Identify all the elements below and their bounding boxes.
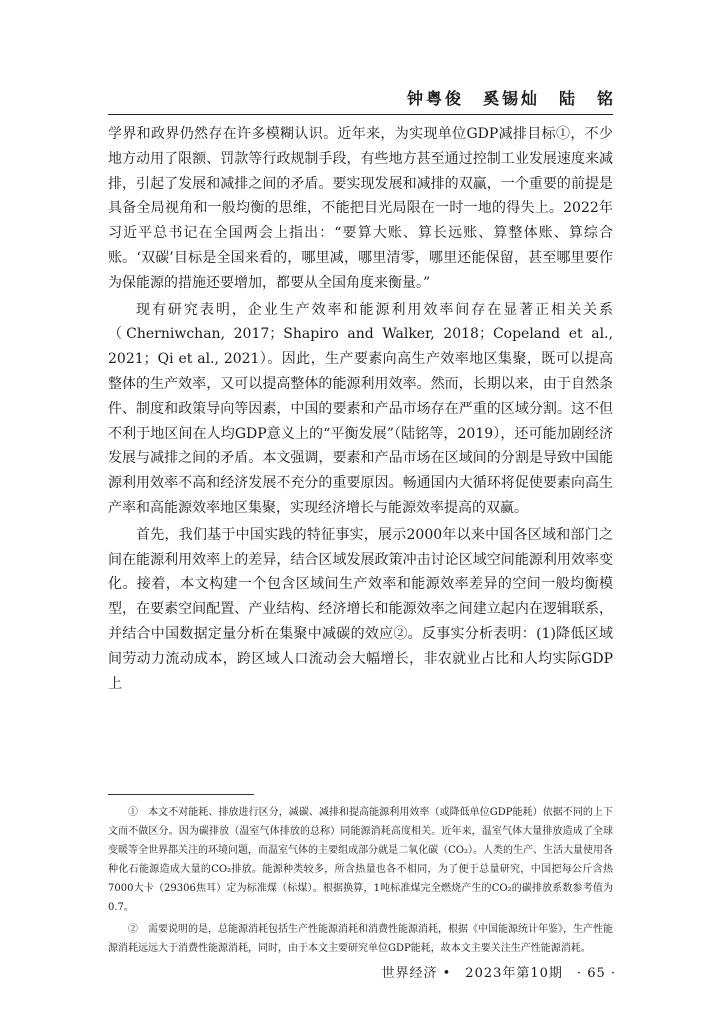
body-paragraph: 现有研究表明，企业生产效率和能源利用效率间存在显著正相关关系（Cherniwchan, 2017；Shapiro and Walker, 2018；Copeland et al., 2021；Qi et al., 2021）。因此，生产要素向高生产效率地区集聚，既可以提高整体的生产效率，又可以提高整体的能源利用效率。然而，长期以来，由于自然条件、制度和政策导向等因素，中国的要素和产品市场存在严重的区域分割。这不但不利于地区间在人均GDP意义上的“平衡发展”（陆铭等，2019），还可能加剧经济发展与减排之间的矛盾。本文强调，要素和产品市场在区域间的分割是导致中国能源利用效率不高和经济发展不充分的重要原因。畅通国内大循环将促使要素向高生产率和高能源效率地区集聚，实现经济增长与能源效率提高的双赢。 xyxy=(108,301,613,516)
body-paragraph: 学界和政界仍然存在许多模糊认识。近年来，为实现单位GDP减排目标①，不少地方动用了限额、罚款等行政规制手段，有些地方甚至通过控制工业发展速度来减排，引起了发展和减排之间的矛盾。要实现发展和减排的双赢，一个重要的前提是具备全局视角和一般均衡的思维，不能把目光局限在一时一地的得失上。2022年习近平总书记在全国两会上指出：“要算大账、算长远账、算整体账、算综合账。‘双碳’目标是全国来看的，哪里减，哪里清零，哪里还能保留，甚至哪里要作为保能源的措施还要增加，都要从全国角度来衡量。” xyxy=(108,126,613,291)
footnote-separator xyxy=(108,794,254,795)
running-header-authors: 钟粤俊 奚锡灿 陆 铭 xyxy=(406,89,616,108)
main-body xyxy=(108,122,613,698)
header-rule xyxy=(108,114,613,115)
footnote-1: ① 本文不对能耗、排放进行区分，减碳、减排和提高能源利用效率（或降低单位GDP能耗）依据不同的上下文而不做区分。因为碳排放（温室气体排放的总称）同能源消耗高度相关。近年来，温室气体大量排放造成了全球变暖等全世界都关注的环境问题，而温室气体的主要组成部分就是二氧化碳（CO₂）。人类的生产、生活大量使用各种化石能源造成大量的CO₂排放。能源种类较多，所含热量也各不相同，为了便于总量研究，中国把每公斤含热7000大卡（29306焦耳）定为标准煤（标煤）。根据换算，1吨标准煤完全燃烧产生的CO₂的碳排放系数参考值为0.7。 xyxy=(108,807,613,913)
body-paragraph: 首先，我们基于中国实践的特征事实，展示2000年以来中国各区域和部门之间在能源利用效率上的差异，结合区域发展政策冲击讨论区域空间能源利用效率变化。接着，本文构建一个包含区域间生产效率和能源效率差异的空间一般均衡模型，在要素空间配置、产业结构、经济增长和能源效率之间建立起内在逻辑联系，并结合中国数据定量分析在集聚中减碳的效应②。反事实分析表明：(1)降低区域间劳动力流动成本，跨区域人口流动会大幅增长，非农就业占比和人均实际GDP上 xyxy=(108,526,613,692)
page-footer: 世界经济 • 2023年第10期 · 65 · xyxy=(381,966,616,981)
footnotes xyxy=(108,803,613,961)
footnote-2: ② 需要说明的是，总能源消耗包括生产性能源消耗和消费性能源消耗，根据《中国能源统计年鉴》，生产性能源消耗远远大于消费性能源消耗，同时，由于本文主要研究单位GDP能耗，故本文主要关注生产性能源消耗。 xyxy=(108,924,613,954)
